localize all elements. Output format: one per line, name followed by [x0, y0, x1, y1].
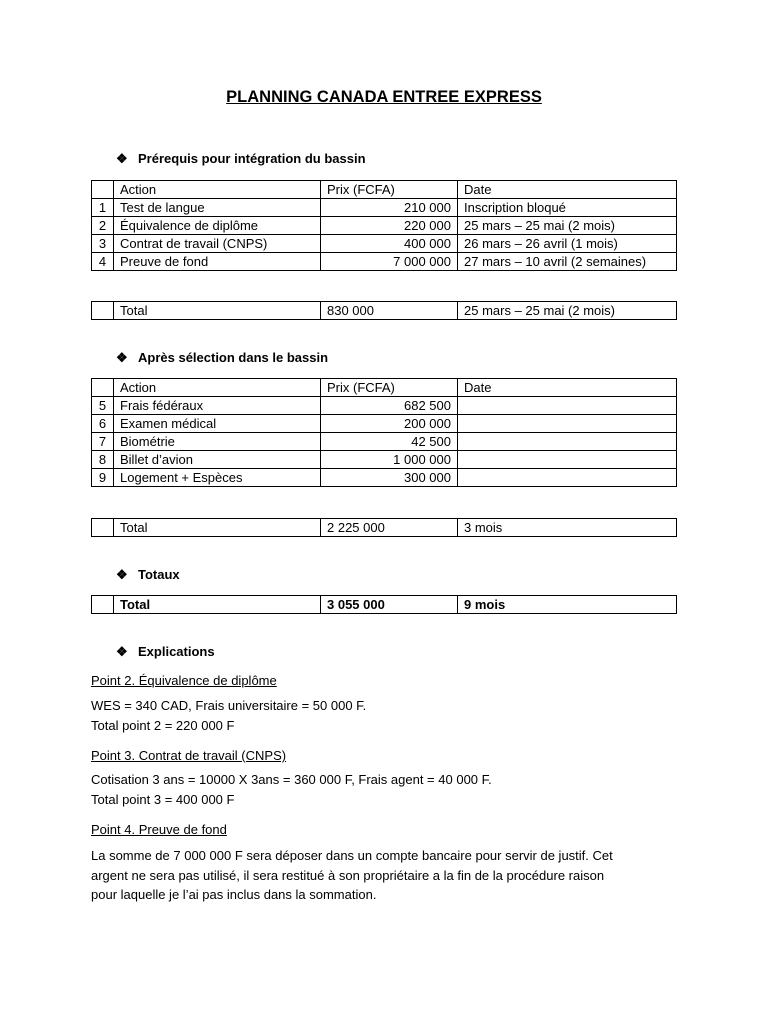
table-row	[92, 451, 677, 469]
header-num	[92, 379, 114, 397]
point4-title: Point 4. Preuve de fond	[91, 822, 227, 837]
section-heading-label: Totaux	[138, 567, 180, 582]
table-header-row	[92, 181, 677, 199]
total-label: Total	[114, 302, 321, 320]
total-date: 3 mois	[458, 519, 677, 537]
row-price: 400 000	[321, 235, 458, 253]
diamond-bullet-icon: ❖	[116, 567, 128, 582]
diamond-bullet-icon: ❖	[116, 151, 128, 166]
total-row	[92, 596, 677, 614]
section-heading-totaux	[116, 567, 180, 582]
row-date	[458, 415, 677, 433]
total-date: 25 mars – 25 mai (2 mois)	[458, 302, 677, 320]
point3-line: Cotisation 3 ans = 10000 X 3ans = 360 000 F, Frais agent = 40 000 F.	[91, 772, 492, 787]
row-date: 25 mars – 25 mai (2 mois)	[458, 217, 677, 235]
total-label: Total	[114, 519, 321, 537]
row-price: 1 000 000	[321, 451, 458, 469]
table-row	[92, 469, 677, 487]
table-row	[92, 217, 677, 235]
row-num: 3	[92, 235, 114, 253]
section-heading-label: Après sélection dans le bassin	[138, 350, 329, 365]
point4-line: La somme de 7 000 000 F sera déposer dans un compte bancaire pour servir de justif. Cet	[91, 848, 613, 863]
table-row	[92, 199, 677, 217]
row-price: 42 500	[321, 433, 458, 451]
section-heading-explications	[116, 644, 215, 659]
total-row	[92, 519, 677, 537]
total-row	[92, 302, 677, 320]
total-label: Total	[114, 596, 321, 614]
point4-line: pour laquelle je l’ai pas inclus dans la sommation.	[91, 887, 377, 902]
total-empty-cell	[92, 302, 114, 320]
total-price: 2 225 000	[321, 519, 458, 537]
row-num: 6	[92, 415, 114, 433]
row-date: 27 mars – 10 avril (2 semaines)	[458, 253, 677, 271]
row-date: 26 mars – 26 avril (1 mois)	[458, 235, 677, 253]
point3-body	[91, 770, 681, 809]
point2-line: Total point 2 = 220 000 F	[91, 717, 235, 733]
apres-selection-table	[91, 378, 677, 487]
section-heading-prerequis	[116, 151, 366, 166]
total-price: 830 000	[321, 302, 458, 320]
row-action: Billet d’avion	[114, 451, 321, 469]
header-date: Date	[458, 379, 677, 397]
row-action: Examen médical	[114, 415, 321, 433]
row-price: 210 000	[321, 199, 458, 217]
row-price: 220 000	[321, 217, 458, 235]
section-heading-apres-selection	[116, 350, 328, 365]
point3-line: Total point 3 = 400 000 F	[91, 791, 235, 807]
diamond-bullet-icon: ❖	[116, 644, 128, 659]
row-action: Équivalence de diplôme	[114, 217, 321, 235]
row-action: Frais fédéraux	[114, 397, 321, 415]
row-date	[458, 469, 677, 487]
row-date	[458, 397, 677, 415]
header-date: Date	[458, 181, 677, 199]
point2-title: Point 2. Équivalence de diplôme	[91, 673, 277, 688]
row-num: 2	[92, 217, 114, 235]
header-price: Prix (FCFA)	[321, 379, 458, 397]
row-action: Logement + Espèces	[114, 469, 321, 487]
row-action: Biométrie	[114, 433, 321, 451]
prerequis-total-table	[91, 301, 677, 320]
row-price: 682 500	[321, 397, 458, 415]
table-row	[92, 397, 677, 415]
table-row	[92, 433, 677, 451]
row-action: Contrat de travail (CNPS)	[114, 235, 321, 253]
diamond-bullet-icon: ❖	[116, 350, 128, 365]
table-header-row	[92, 379, 677, 397]
row-num: 9	[92, 469, 114, 487]
row-price: 200 000	[321, 415, 458, 433]
total-date: 9 mois	[458, 596, 677, 614]
row-num: 8	[92, 451, 114, 469]
section-heading-label: Prérequis pour intégration du bassin	[138, 151, 366, 166]
totaux-table	[91, 595, 677, 614]
row-num: 4	[92, 253, 114, 271]
point2-line: WES = 340 CAD, Frais universitaire = 50 000 F.	[91, 698, 367, 713]
row-num: 5	[92, 397, 114, 415]
row-date: Inscription bloqué	[458, 199, 677, 217]
header-num	[92, 181, 114, 199]
row-price: 300 000	[321, 469, 458, 487]
point4-body	[91, 846, 681, 905]
point2-body	[91, 696, 681, 735]
header-action: Action	[114, 379, 321, 397]
point4-line: argent ne sera pas utilisé, il sera restitué à son propriétaire a la fin de la procédure raison	[91, 867, 605, 883]
apres-selection-total-table	[91, 518, 677, 537]
row-num: 1	[92, 199, 114, 217]
table-row	[92, 235, 677, 253]
header-action: Action	[114, 181, 321, 199]
row-price: 7 000 000	[321, 253, 458, 271]
table-row	[92, 415, 677, 433]
section-heading-label: Explications	[138, 644, 215, 659]
total-price: 3 055 000	[321, 596, 458, 614]
table-row	[92, 253, 677, 271]
row-action: Test de langue	[114, 199, 321, 217]
point3-title: Point 3. Contrat de travail (CNPS)	[91, 748, 287, 763]
total-empty-cell	[92, 596, 114, 614]
header-price: Prix (FCFA)	[321, 181, 458, 199]
row-num: 7	[92, 433, 114, 451]
row-date	[458, 433, 677, 451]
row-date	[458, 451, 677, 469]
prerequis-table	[91, 180, 677, 271]
row-action: Preuve de fond	[114, 253, 321, 271]
page-title: PLANNING CANADA ENTREE EXPRESS	[226, 88, 542, 106]
total-empty-cell	[92, 519, 114, 537]
